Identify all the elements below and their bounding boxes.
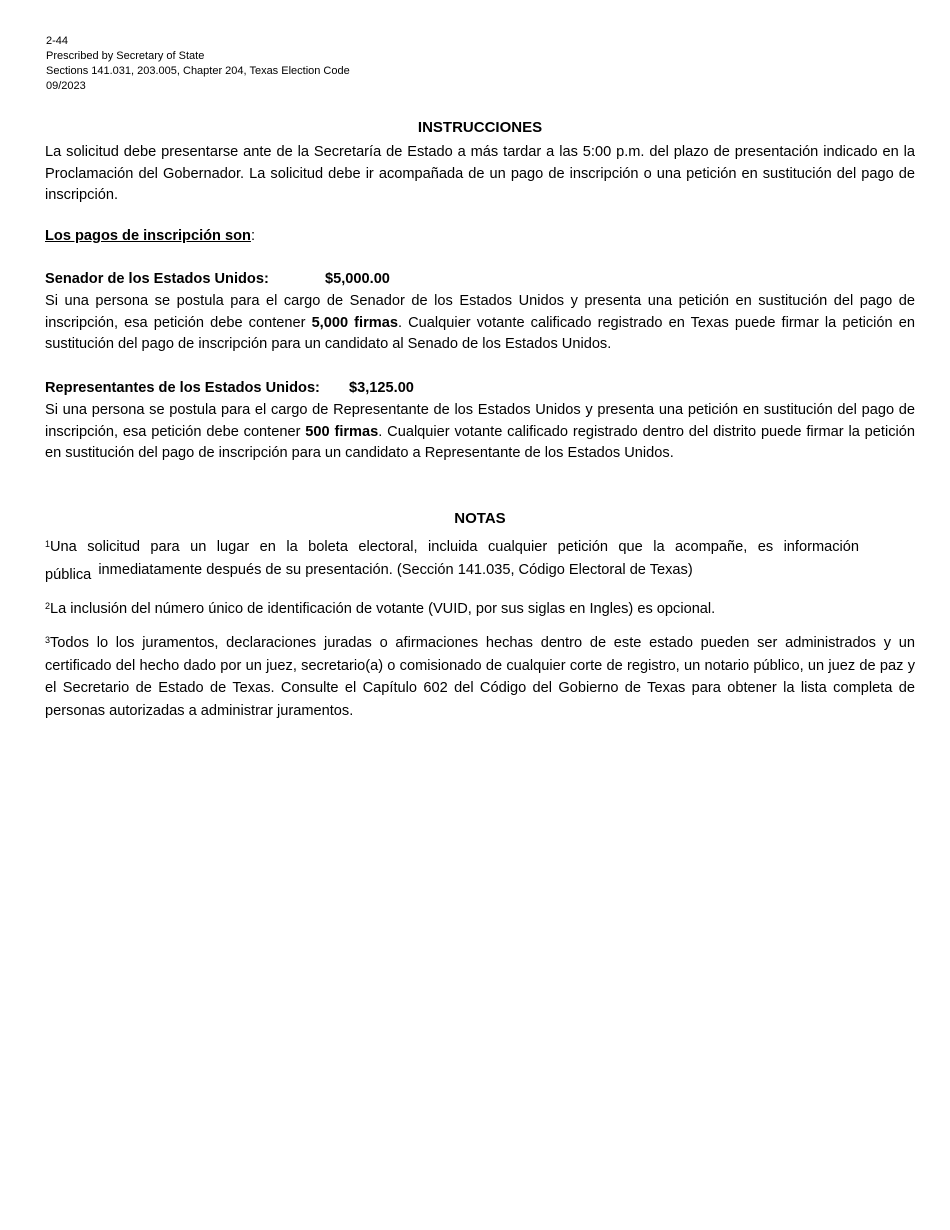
form-header [46,34,350,94]
form-number: 2-44 [46,35,69,47]
notes-title: NOTAS [454,510,506,527]
note-1-marker: 1 [45,539,51,549]
senator-paragraph [45,291,915,356]
representative-text-after: . Cualquier votante calificado registrado dentro del distrito puede firmar la petición en sustitución del pago de inscripción para un candidato a Representante de los Estados Unidos. [45,423,915,461]
fees-heading-text: Los pagos de inscripción son [45,228,251,244]
representative-signatures: 500 firmas [305,423,379,440]
senator-text-after: . Cualquier votante calificado registrado en Texas puede firmar la petición en sustitución del pago de inscripción para un candidato al Senado de los Estados Unidos. [45,314,915,352]
note-1-line-2 [45,560,915,581]
instructions-title: INSTRUCCIONES [417,119,543,136]
note-3-marker: 3 [45,635,51,645]
code-sections: Sections 141.031, 203.005, Chapter 204, Texas Election Code [46,65,350,77]
fees-heading [45,226,255,248]
representative-fee-row [45,378,414,400]
note-1-line-1 [45,537,859,558]
note-2-marker: 2 [45,601,51,611]
note-1-text: Una solicitud para un lugar en la boleta electoral, incluida cualquier petición que la acompañe, es información [50,539,859,555]
note-3 [45,632,915,722]
representative-text-before: Si una persona se postula para el cargo de Representante de los Estados Unidos y presenta una petición en sustitución del pago de inscripción, esa petición debe contener [45,402,915,440]
senator-fee-row [45,269,390,291]
fees-heading-colon: : [250,228,256,244]
prescribed-by: Prescribed by Secretary of State [46,50,205,62]
note-3-text: Todos lo los juramentos, declaraciones juradas o afirmaciones hechas dentro de este estado pueden ser administrados y un certificado del hecho dado por un juez, secretario(a) o comisionado de cualquier corte de registro, un notario público, un juez de paz y el Secretario de Estado de Texas. Consulte el Capítulo 602 del Código del Gobierno de Texas para obtener la lista completa de personas autorizadas a administrar juramentos. [45,635,915,719]
senator-fee-label: Senador de los Estados Unidos: [45,271,269,287]
representative-paragraph [45,400,915,465]
representative-fee-label: Representantes de los Estados Unidos: [45,380,320,396]
note-2-text: La inclusión del número único de identificación de votante (VUID, por sus siglas en Ingles) es opcional. [50,601,716,617]
senator-signatures: 5,000 firmas [311,314,398,331]
senator-fee-amount: $5,000.00 [325,271,390,287]
note-2 [45,599,915,621]
instructions-intro: La solicitud debe presentarse ante de la Secretaría de Estado a más tardar a las 5:00 p.m. del plazo de presentación indicado en la Proclamación del Gobernador. La solicitud debe ir acompañada de un pago de inscripción o una petición en sustitución del pago de inscripción. [45,144,915,203]
senator-text-before: Si una persona se postula para el cargo de Senador de los Estados Unidos y presenta una petición en sustitución del pago de inscripción, esa petición debe contener [45,293,915,331]
representative-fee-amount: $3,125.00 [349,380,414,396]
form-date: 09/2023 [46,80,86,92]
note-1-word-publica: pública [45,567,92,583]
note-1-text-rest: inmediatamente después de su presentación. (Sección 141.035, Código Electoral de Texas) [98,562,693,578]
